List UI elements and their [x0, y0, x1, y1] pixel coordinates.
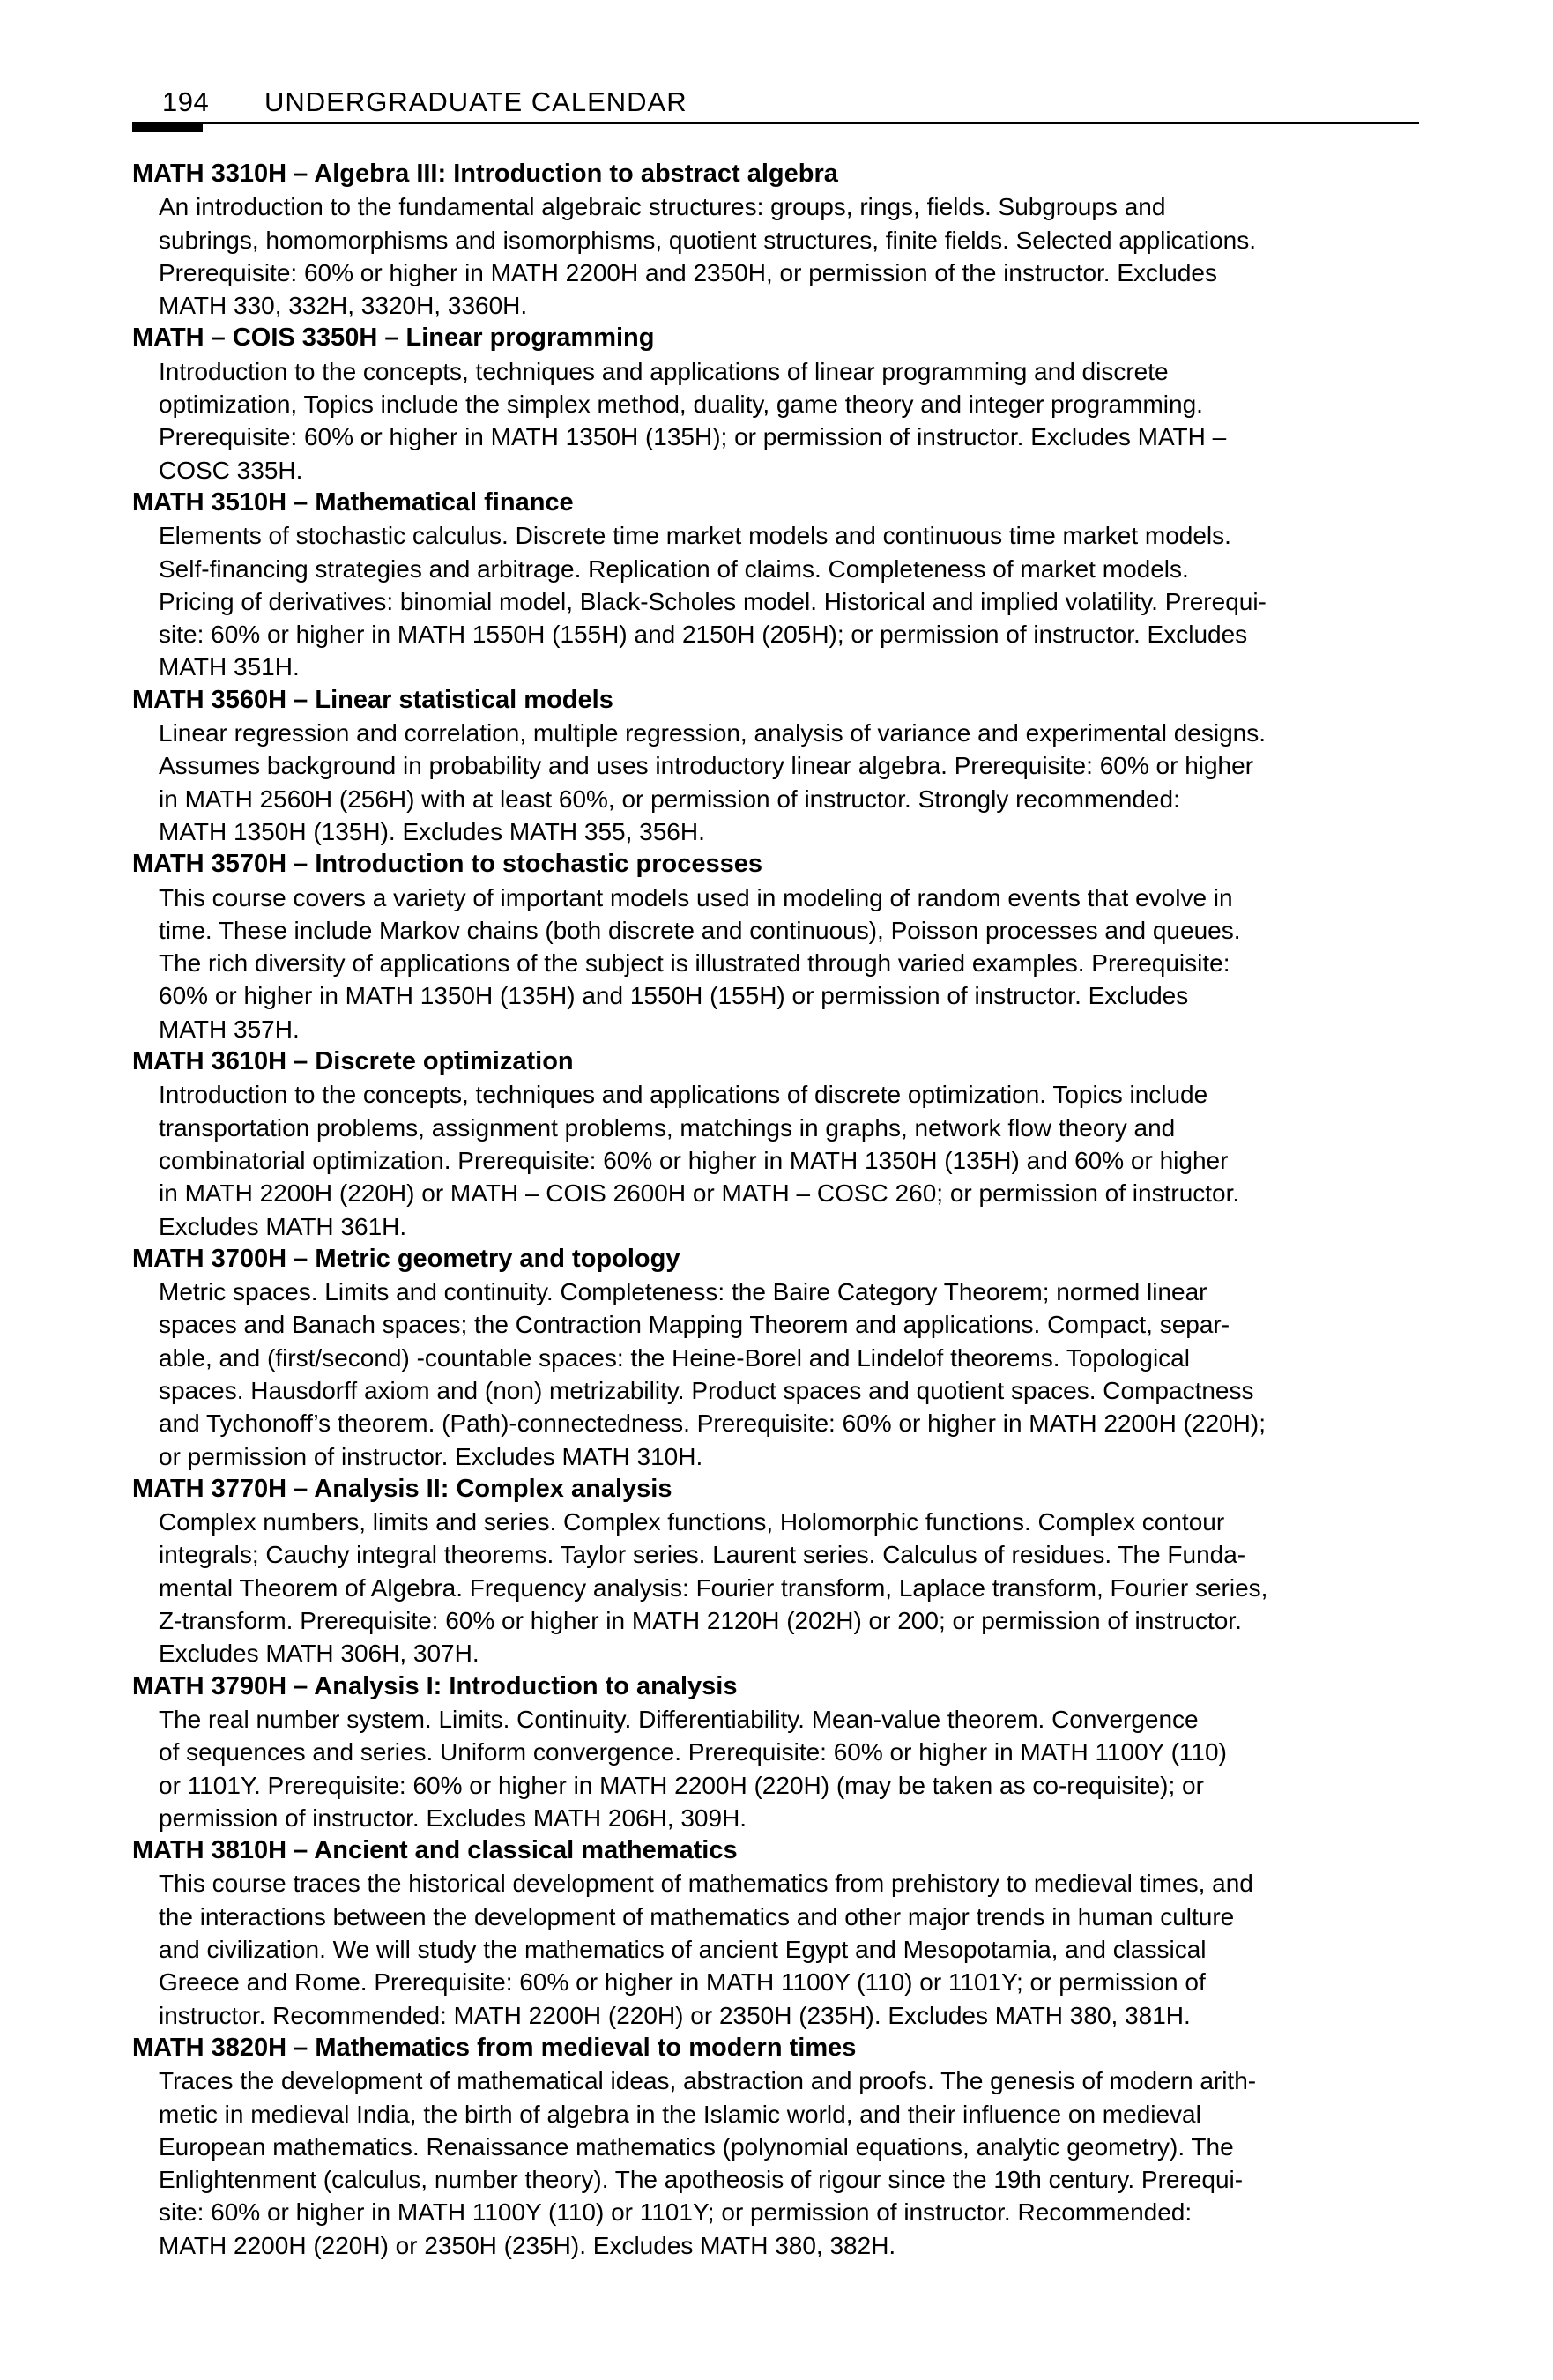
- course-description-line: the interactions between the development of mathematics and other major trends in human culture: [159, 1902, 1235, 1930]
- course-entry: [132, 158, 1419, 322]
- course-description-line: mental Theorem of Algebra. Frequency analysis: Fourier transform, Laplace transform, Fourier series,: [159, 1573, 1268, 1602]
- course-description-line: Excludes MATH 361H.: [159, 1212, 407, 1240]
- course-description-line: MATH 1350H (135H). Excludes MATH 355, 356H.: [159, 817, 705, 845]
- course-title: MATH 3570H – Introduction to stochastic processes: [132, 850, 762, 879]
- course-entry: [132, 1670, 1419, 1834]
- course-entry: [132, 322, 1419, 486]
- course-description: [159, 881, 1419, 1045]
- course-description-line: site: 60% or higher in MATH 1550H (155H) and 2150H (205H); or permission of instructor. Excludes: [159, 621, 1248, 649]
- course-title: MATH 3510H – Mathematical finance: [132, 487, 574, 517]
- course-description-line: The real number system. Limits. Continuity. Differentiability. Mean-value theorem. Convergence: [159, 1705, 1199, 1733]
- course-description-line: Assumes background in probability and uses introductory linear algebra. Prerequisite: 60% or higher: [159, 752, 1254, 780]
- course-description-line: optimization, Topics include the simplex method, duality, game theory and integer programming.: [159, 390, 1203, 419]
- course-description-line: of sequences and series. Uniform convergence. Prerequisite: 60% or higher in MATH 1100Y (110): [159, 1738, 1227, 1766]
- course-description: [159, 717, 1419, 848]
- course-description-line: subrings, homomorphisms and isomorphisms, quotient structures, finite fields. Selected applications.: [159, 226, 1257, 254]
- course-entry: [132, 1834, 1419, 2032]
- course-description-line: combinatorial optimization. Prerequisite: 60% or higher in MATH 1350H (135H) and 60% or higher: [159, 1146, 1229, 1174]
- course-description: [159, 1867, 1419, 2031]
- course-description-line: and civilization. We will study the mathematics of ancient Egypt and Mesopotamia, and classical: [159, 1936, 1207, 1964]
- course-description-line: Self-financing strategies and arbitrage. Replication of claims. Completeness of market models.: [159, 554, 1189, 583]
- course-description-line: Prerequisite: 60% or higher in MATH 2200H and 2350H, or permission of the instructor. Excludes: [159, 258, 1217, 286]
- course-description-line: time. These include Markov chains (both discrete and continuous), Poisson processes and queues.: [159, 916, 1241, 944]
- course-description-line: Introduction to the concepts, techniques and applications of discrete optimization. Topics include: [159, 1081, 1208, 1109]
- course-description-line: The rich diversity of applications of the subject is illustrated through varied examples. Prerequisite:: [159, 949, 1230, 978]
- course-description-line: in MATH 2200H (220H) or MATH – COIS 2600H or MATH – COSC 260; or permission of instructor.: [159, 1179, 1240, 1208]
- course-description-line: Greece and Rome. Prerequisite: 60% or higher in MATH 1100Y (110) or 1101Y; or permission of: [159, 1968, 1206, 1997]
- course-description-line: Elements of stochastic calculus. Discrete time market models and continuous time market models.: [159, 522, 1231, 550]
- course-entry: [132, 487, 1419, 684]
- course-description-line: Pricing of derivatives: binomial model, Black-Scholes model. Historical and implied volatility. Prerequi-: [159, 587, 1267, 615]
- course-title: MATH 3790H – Analysis I: Introduction to analysis: [132, 1671, 738, 1700]
- course-description-line: This course covers a variety of important models used in modeling of random events that evolve in: [159, 883, 1233, 911]
- course-description-line: metic in medieval India, the birth of algebra in the Islamic world, and their influence on medieval: [159, 2100, 1201, 2128]
- course-description: [159, 1506, 1419, 1670]
- course-description-line: able, and (first/second) -countable spaces: the Heine-Borel and Lindelof theorems. Topological: [159, 1343, 1190, 1372]
- course-description-line: MATH 351H.: [159, 653, 300, 681]
- course-description: [159, 1703, 1419, 1834]
- course-description-line: or 1101Y. Prerequisite: 60% or higher in MATH 2200H (220H) (may be taken as co-requisite); or: [159, 1771, 1204, 1799]
- course-description-line: Excludes MATH 306H, 307H.: [159, 1640, 479, 1668]
- course-list: [132, 158, 1419, 2262]
- course-description-line: European mathematics. Renaissance mathematics (polynomial equations, analytic geometry). The: [159, 2132, 1234, 2161]
- course-title: MATH 3610H – Discrete optimization: [132, 1047, 574, 1076]
- course-description-line: MATH 357H.: [159, 1015, 300, 1043]
- page-header: [132, 85, 1419, 125]
- course-description-line: spaces. Hausdorff axiom and (non) metrizability. Product spaces and quotient spaces. Compactness: [159, 1376, 1254, 1404]
- course-description: [159, 2064, 1419, 2262]
- course-description-line: spaces and Banach spaces; the Contraction Mapping Theorem and applications. Compact, separ-: [159, 1311, 1230, 1339]
- course-description: [159, 519, 1419, 683]
- course-entry: [132, 1045, 1419, 1243]
- course-title: MATH 3770H – Analysis II: Complex analysis: [132, 1474, 672, 1503]
- course-title: MATH 3700H – Metric geometry and topology: [132, 1244, 680, 1273]
- page-number: 194: [162, 86, 210, 117]
- course-description-line: Complex numbers, limits and series. Complex functions, Holomorphic functions. Complex contour: [159, 1508, 1225, 1536]
- header-rule: [132, 122, 1419, 124]
- course-description-line: Metric spaces. Limits and continuity. Completeness: the Baire Category Theorem; normed linear: [159, 1278, 1207, 1306]
- course-entry: [132, 1473, 1419, 1670]
- course-description-line: site: 60% or higher in MATH 1100Y (110) or 1101Y; or permission of instructor. Recommended:: [159, 2198, 1193, 2227]
- course-description-line: integrals; Cauchy integral theorems. Taylor series. Laurent series. Calculus of residues. The Funda-: [159, 1541, 1246, 1569]
- course-description-line: in MATH 2560H (256H) with at least 60%, or permission of instructor. Strongly recommended:: [159, 785, 1180, 813]
- course-description-line: Z-transform. Prerequisite: 60% or higher in MATH 2120H (202H) or 200; or permission of instructor.: [159, 1607, 1242, 1635]
- header-rule-block: [132, 122, 203, 132]
- course-description-line: An introduction to the fundamental algebraic structures: groups, rings, fields. Subgroups and: [159, 193, 1166, 221]
- course-description-line: instructor. Recommended: MATH 2200H (220H) or 2350H (235H). Excludes MATH 380, 381H.: [159, 2001, 1191, 2029]
- course-description-line: Enlightenment (calculus, number theory). The apotheosis of rigour since the 19th century. Prerequi-: [159, 2166, 1244, 2194]
- course-description-line: Prerequisite: 60% or higher in MATH 1350H (135H); or permission of instructor. Excludes MATH –: [159, 423, 1227, 451]
- course-description-line: 60% or higher in MATH 1350H (135H) and 1550H (155H) or permission of instructor. Excludes: [159, 982, 1189, 1010]
- course-description-line: COSC 335H.: [159, 456, 303, 484]
- course-description-line: MATH 2200H (220H) or 2350H (235H). Excludes MATH 380, 382H.: [159, 2231, 896, 2259]
- course-title: MATH 3820H – Mathematics from medieval to modern times: [132, 2033, 857, 2062]
- course-title: MATH 3310H – Algebra III: Introduction to abstract algebra: [132, 160, 838, 188]
- course-description-line: Linear regression and correlation, multiple regression, analysis of variance and experimental designs.: [159, 719, 1267, 747]
- course-description: [159, 1276, 1419, 1473]
- running-header-title: UNDERGRADUATE CALENDAR: [264, 86, 687, 117]
- course-description-line: and Tychonoff’s theorem. (Path)-connectedness. Prerequisite: 60% or higher in MATH 2200H (220H);: [159, 1409, 1266, 1438]
- course-title: MATH – COIS 3350H – Linear programming: [132, 324, 655, 353]
- course-title: MATH 3810H – Ancient and classical mathematics: [132, 1836, 738, 1865]
- course-description-line: or permission of instructor. Excludes MATH 310H.: [159, 1442, 703, 1470]
- course-entry: [132, 684, 1419, 848]
- course-entry: [132, 848, 1419, 1045]
- course-entry: [132, 1243, 1419, 1473]
- course-description-line: Introduction to the concepts, techniques and applications of linear programming and discrete: [159, 357, 1169, 385]
- course-description: [159, 355, 1419, 487]
- course-description-line: MATH 330, 332H, 3320H, 3360H.: [159, 292, 528, 320]
- course-description: [159, 1078, 1419, 1242]
- course-description: [159, 190, 1419, 322]
- course-description-line: transportation problems, assignment problems, matchings in graphs, network flow theory and: [159, 1113, 1176, 1142]
- course-entry: [132, 2032, 1419, 2262]
- course-description-line: permission of instructor. Excludes MATH 206H, 309H.: [159, 1804, 747, 1832]
- course-description-line: This course traces the historical development of mathematics from prehistory to medieval times, and: [159, 1870, 1253, 1898]
- course-title: MATH 3560H – Linear statistical models: [132, 685, 613, 714]
- course-description-line: Traces the development of mathematical ideas, abstraction and proofs. The genesis of modern arith-: [159, 2067, 1257, 2095]
